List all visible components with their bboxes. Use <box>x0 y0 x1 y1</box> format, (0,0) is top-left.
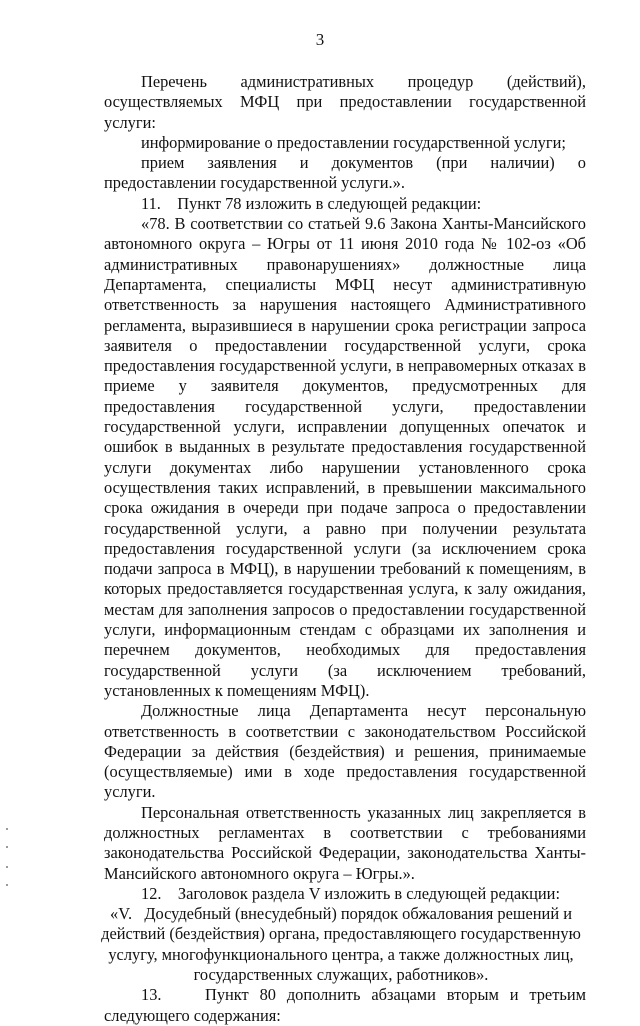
paragraph-mfc-procedures: Перечень административных процедур (действий), осуществляемых МФЦ при предоставлении государственной услуги: <box>104 72 586 132</box>
section-v-heading: «V. Досудебный (внесудебный) порядок обжалования решений и действий (бездействия) органа, предоставляющего государственную услугу, многофункционального центра, а также должностных лиц, государственных служащих, работников». <box>101 904 581 985</box>
paragraph-informing: информирование о предоставлении государственной услуги; <box>141 132 566 152</box>
paragraph-personal-responsibility: Должностные лица Департамента несут персональную ответственность в соответствии с законодательством Российской Федерации за действия (бездействия) и решения, принимаемые (осуществляемые) ими в ходе предоставления государственной услуги. <box>104 701 586 802</box>
item-12: 12. Заголовок раздела V изложить в следующей редакции: <box>141 883 561 903</box>
paragraph-78: «78. В соответствии со статьей 9.6 Закона Ханты-Мансийского автономного округа – Югры от 11 июня 2010 года № 102-оз «Об административных правонарушениях» должностные лица Департамента, специалисты МФЦ несут административную ответственность за нарушения настоящего Административного регламента, выразившиеся в нарушении срока регистрации запроса заявителя о предоставлении государственной услуги, срока предоставления государственной услуги, в неправомерных отказах в приеме у заявителя документов, предусмотренных для предоставления государственной услуги, предоставлении государственной услуги, исправлении допущенных опечаток и ошибок в выданных в результате предоставления государственной услуги документах либо нарушении установленного срока осуществления таких исправлений, в превышении максимального срока ожидания в очереди при подаче запроса о предоставлении государственной услуги, а равно при получении результата предоставления государственной услуги (за исключением срока подачи запроса в МФЦ), в нарушении требований к помещениям, в которых предоставляется государственная услуга, к залу ожидания, местам для заполнения запросов о предоставлении государственной услуги, информационным стендам с образцами их заполнения и перечнем документов, необходимых для предоставления государственной услуги (за исключением требований, установленных к помещениям МФЦ). <box>104 214 586 700</box>
document-body <box>101 72 586 1026</box>
paragraph-receiving-application: прием заявления и документов (при наличии) о предоставлении государственной услуги.». <box>104 153 586 193</box>
paragraph-responsibility-fixed: Персональная ответственность указанных лиц закрепляется в должностных регламентах в соответствии с требованиями законодательства Российской Федерации, законодательства Ханты-Мансийского автономного округа – Югры.». <box>104 802 586 883</box>
item-13: 13. Пункт 80 дополнить абзацами вторым и третьим следующего содержания: <box>104 985 586 1025</box>
scan-speck <box>6 846 8 848</box>
scan-speck <box>6 884 8 886</box>
page-number: 3 <box>315 30 325 49</box>
scan-speck <box>6 828 8 830</box>
scan-speck <box>6 866 8 868</box>
item-11: 11. Пункт 78 изложить в следующей редакции: <box>141 193 482 213</box>
section-v-heading-block <box>90 904 592 985</box>
